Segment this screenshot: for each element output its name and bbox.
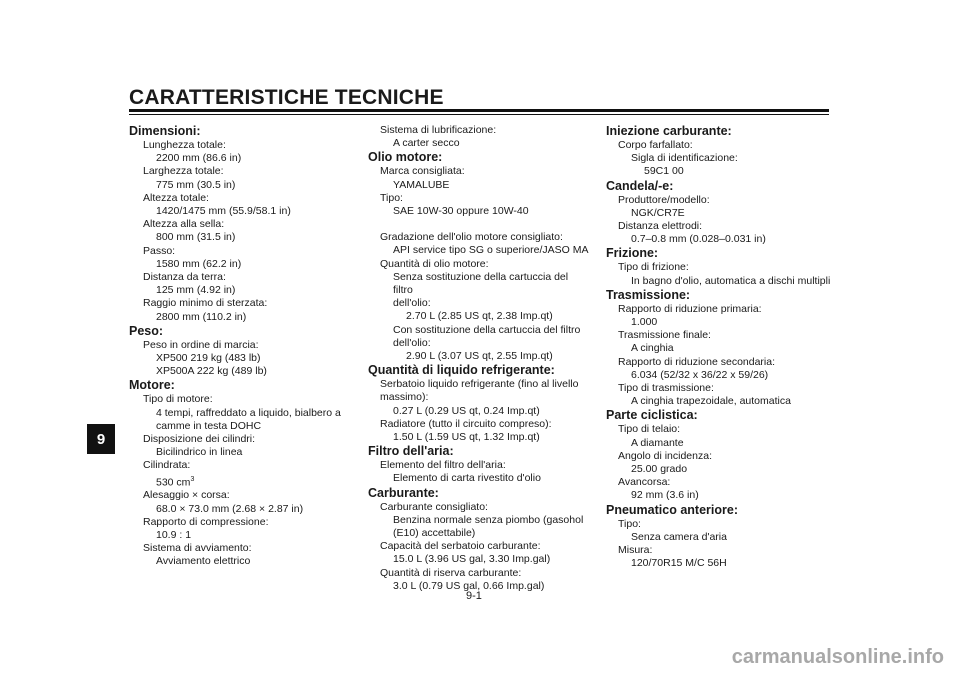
spec-value: 15.0 L (3.96 US gal, 3.30 Imp.gal)	[393, 553, 551, 566]
spec-value: 25.00 grado	[631, 463, 688, 476]
spec-label: Tipo di trasmissione:	[618, 382, 714, 395]
watermark: carmanualsonline.info	[731, 646, 944, 668]
spec-value: 0.7–0.8 mm (0.028–0.031 in)	[631, 233, 766, 246]
page-title: CARATTERISTICHE TECNICHE	[129, 86, 444, 109]
section-title-frizione: Frizione:	[606, 246, 659, 261]
spec-value: (E10) accettabile)	[393, 527, 476, 540]
section-title-pneumatico-anteriore: Pneumatico anteriore:	[606, 502, 738, 517]
spec-label: Distanza elettrodi:	[618, 220, 703, 233]
spec-label: Larghezza totale:	[143, 165, 224, 178]
spec-label: Produttore/modello:	[618, 193, 710, 206]
spec-value: Elemento di carta rivestito d'olio	[393, 472, 541, 485]
spec-value: XP500A 222 kg (489 lb)	[156, 365, 267, 378]
spec-value: SAE 10W-30 oppure 10W-40	[393, 205, 529, 218]
section-title-olio-motore: Olio motore:	[368, 150, 443, 165]
spec-value: NGK/CR7E	[631, 206, 685, 219]
section-frizione	[606, 246, 842, 287]
spec-label: Disposizione dei cilindri:	[143, 433, 256, 446]
section-pneumatico-anteriore	[606, 503, 842, 571]
spec-value: 2.90 L (3.07 US qt, 2.55 Imp.qt)	[406, 350, 553, 363]
spec-value: A carter secco	[393, 137, 460, 150]
spec-value: camme in testa DOHC	[156, 419, 262, 432]
spec-label: Rapporto di riduzione secondaria:	[618, 355, 776, 368]
spec-value: Avviamento elettrico	[156, 555, 251, 568]
spec-label: Cilindrata:	[143, 459, 191, 472]
spec-value: 1.50 L (1.59 US qt, 1.32 Imp.qt)	[393, 431, 540, 444]
section-carburante	[368, 486, 590, 593]
spec-value: 0.27 L (0.29 US qt, 0.24 Imp.qt)	[393, 404, 540, 417]
spec-value	[129, 473, 369, 490]
spec-value: 2.70 L (2.85 US qt, 2.38 Imp.qt)	[406, 310, 553, 323]
section-peso	[129, 324, 369, 379]
spec-label: Tipo di frizione:	[618, 261, 689, 274]
section-filtro-aria	[368, 444, 590, 485]
spec-value: 2200 mm (86.6 in)	[156, 152, 242, 165]
section-refrigerante	[368, 363, 590, 444]
title-rule-thin	[129, 114, 829, 115]
section-title-candela: Candela/-e:	[606, 178, 674, 193]
spec-label: Raggio minimo di sterzata:	[143, 297, 268, 310]
section-dimensioni	[129, 124, 369, 324]
spec-value: A cinghia trapezoidale, automatica	[631, 395, 791, 408]
spec-label: Marca consigliata:	[380, 165, 465, 178]
section-trasmissione	[606, 288, 842, 409]
spec-value: 800 mm (31.5 in)	[156, 231, 236, 244]
spec-value: 68.0 × 73.0 mm (2.68 × 2.87 in)	[156, 502, 304, 515]
spec-value: A cinghia	[631, 342, 674, 355]
spec-label: Peso in ordine di marcia:	[143, 338, 259, 351]
spec-value: 1580 mm (62.2 in)	[156, 257, 242, 270]
spec-label: massimo):	[380, 391, 429, 404]
section-parte-ciclistica	[606, 408, 842, 502]
spec-label: Tipo di motore:	[143, 393, 213, 406]
spec-label: Rapporto di riduzione primaria:	[618, 302, 762, 315]
spec-value: API service tipo SG o superiore/JASO MA	[393, 244, 589, 257]
spec-label: Altezza alla sella:	[143, 218, 225, 231]
spacer	[368, 218, 590, 231]
spec-value: Bicilindrico in linea	[156, 446, 243, 459]
spec-label: Alesaggio × corsa:	[143, 489, 230, 502]
section-title-motore: Motore:	[129, 378, 175, 393]
spec-value: YAMALUBE	[393, 178, 450, 191]
section-title-iniezione: Iniezione carburante:	[606, 124, 732, 138]
section-title-dimensioni: Dimensioni:	[129, 124, 201, 138]
spec-value: 6.034 (52/32 x 36/22 x 59/26)	[631, 368, 769, 381]
spec-value: In bagno d'olio, automatica a dischi multipli	[631, 274, 831, 287]
spec-value: 1.000	[631, 316, 658, 329]
section-title-trasmissione: Trasmissione:	[606, 287, 691, 302]
spec-label: Angolo di incidenza:	[618, 449, 712, 462]
spec-label: Elemento del filtro dell'aria:	[380, 459, 506, 472]
spec-sublabel: dell'olio:	[393, 297, 431, 310]
column-3	[606, 124, 842, 570]
section-iniezione	[606, 124, 842, 179]
spec-label: Serbatoio liquido refrigerante (fino al livello	[380, 378, 579, 391]
spec-sublabel: Con sostituzione della cartuccia del filtro	[393, 323, 581, 336]
spec-value: 125 mm (4.92 in)	[156, 284, 236, 297]
spec-label: Avancorsa:	[618, 476, 671, 489]
spec-value: 120/70R15 M/C 56H	[631, 557, 727, 570]
spec-value: 59C1 00	[644, 165, 684, 178]
column-2	[368, 124, 590, 593]
spec-label: Distanza da terra:	[143, 271, 226, 284]
spec-label: Sistema di avviamento:	[143, 542, 252, 555]
spec-label: Quantità di riserva carburante:	[380, 566, 522, 579]
section-motore	[129, 378, 369, 568]
spec-label: Sistema di lubrificazione:	[380, 124, 497, 136]
section-title-parte-ciclistica: Parte ciclistica:	[606, 408, 698, 423]
spec-label: Trasmissione finale:	[618, 329, 711, 342]
section-title-refrigerante: Quantità di liquido refrigerante:	[368, 363, 555, 378]
spec-label: Capacità del serbatoio carburante:	[380, 540, 541, 553]
spec-value: 92 mm (3.6 in)	[631, 489, 699, 502]
section-title-peso: Peso:	[129, 323, 164, 338]
chapter-tab: 9	[87, 424, 115, 454]
page-number: 9-1	[466, 590, 482, 602]
section-title-filtro-aria: Filtro dell'aria:	[368, 444, 454, 459]
title-rule-thick	[129, 109, 829, 112]
spec-value: 2800 mm (110.2 in)	[156, 310, 247, 323]
spec-label: Tipo:	[618, 517, 641, 530]
spec-value: 4 tempi, raffreddato a liquido, bialbero a	[156, 406, 341, 419]
spec-label: Radiatore (tutto il circuito compreso):	[380, 417, 552, 430]
spec-value: 775 mm (30.5 in)	[156, 178, 236, 191]
spec-sublabel: dell'olio:	[393, 336, 431, 349]
spec-label: Quantità di olio motore:	[380, 257, 489, 270]
spec-label: Rapporto di compressione:	[143, 515, 269, 528]
section-title-carburante: Carburante:	[368, 485, 439, 500]
section-candela	[606, 179, 842, 247]
cilindrata-value: 530 cm	[156, 476, 191, 489]
spec-value: A diamante	[631, 436, 684, 449]
spec-label: Altezza totale:	[143, 191, 209, 204]
spec-label: Tipo:	[380, 191, 403, 204]
spec-label: Tipo di telaio:	[618, 423, 681, 436]
spec-value: XP500 219 kg (483 lb)	[156, 352, 261, 365]
spec-sublabel: Sigla di identificazione:	[631, 152, 738, 165]
spec-value: 3.0 L (0.79 US gal, 0.66 Imp.gal)	[393, 579, 545, 592]
column-1	[129, 124, 369, 569]
cilindrata-superscript: 3	[190, 475, 195, 483]
spec-sublabel: Senza sostituzione della cartuccia del filtro	[393, 270, 569, 297]
spec-label: Gradazione dell'olio motore consigliato:	[380, 231, 563, 244]
spec-label: Passo:	[143, 244, 176, 257]
spec-label: Misura:	[618, 544, 653, 557]
section-olio-motore	[368, 150, 590, 363]
spec-value: 1420/1475 mm (55.9/58.1 in)	[156, 205, 291, 218]
spec-value: Benzina normale senza piombo (gasohol	[393, 513, 584, 526]
spec-value: Senza camera d'aria	[631, 530, 727, 543]
spec-label: Corpo farfallato:	[618, 139, 693, 151]
spec-value: 10.9 : 1	[156, 528, 192, 541]
spec-label: Carburante consigliato:	[380, 500, 488, 513]
spec-label: Lunghezza totale:	[143, 139, 226, 151]
